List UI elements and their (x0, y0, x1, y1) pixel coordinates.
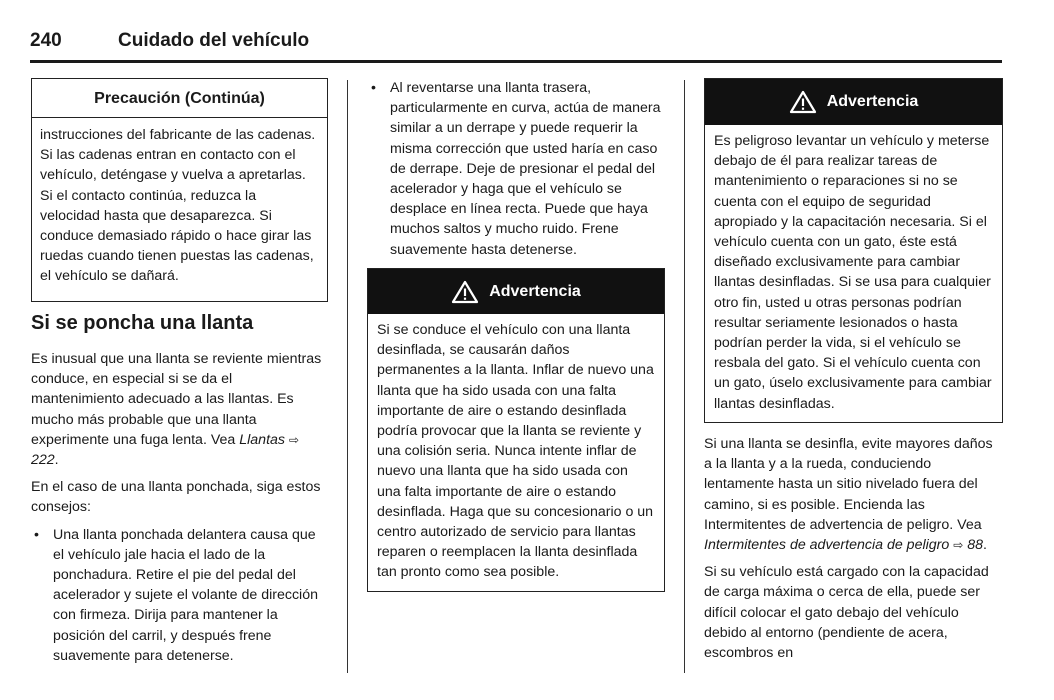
right-column-body (704, 434, 1002, 670)
page-header (30, 28, 1002, 64)
bullet-dot: • (34, 526, 39, 543)
bullet-text: Al reventarse una llanta trasera, particularmente en curva, actúa de manera similar a un derrape y puede requerir la misma corrección que usted haría en caso de derrape. Deje de presionar el pedal del acelerador y haga que el vehículo se desplace en línea recta. Puede que haya muchos saltos y mucho ruido. Frene suavemente hasta detenerse. (390, 80, 661, 258)
tires-link[interactable]: Llantas (239, 431, 285, 448)
caution-body: instrucciones del fabricante de las cadenas. Si las cadenas entran en contacto con el vehículo, deténgase y vuelva a apretarlas. Si el contacto continúa, reduzca la velocidad hasta que desaparezca. Si conduce demasiado rápido o hace girar las ruedas cuando tienen puestas las cadenas, el vehículo se dañará. (40, 127, 316, 285)
tips-intro: En el caso de una llanta ponchada, siga estos consejos: (31, 479, 321, 516)
bullet-text: Una llanta ponchada delantera causa que el vehículo jale hacia el lado de la ponchadura. Retire el pie del pedal del acelerador y sujete el volante de dirección con firmeza. Dirija para mantener la posición del carril, y después frene suavemente para detenerse. (53, 526, 318, 664)
tips-list-part1 (31, 525, 329, 666)
warning-title: Advertencia (826, 93, 919, 110)
hazard-lights-link[interactable]: Intermitentes de advertencia de peligro (704, 537, 950, 554)
list-item (368, 78, 666, 260)
flat-paragraph-text: Si una llanta se desinfla, evite mayores daños a la llanta y a la rueda, conduciendo lentamente hasta un sitio nivelado fuera del camino, si es posible. Encienda las Intermitentes de advertencia de peligro. Vea (704, 436, 993, 533)
column-divider-right (684, 80, 685, 673)
warning-triangle-icon (451, 280, 479, 304)
warning-body: Si se conduce el vehículo con una llanta desinflada, se causarán daños permanentes a la llanta. Inflar de nuevo una llanta que ha sido usada con una falta importante de aire o estando desinflada podría provocar que la llanta se reviente y una colisión seria. Nunca intente inflar de nuevo una llanta que ha sido usada con una falta importante de aire o estando desinflada. Haga que su concesionario o un centro autorizado de servicio para llantas reparen o reemplacen la llanta desinflada tan pronto como sea posible. (377, 322, 654, 581)
flat-paragraph-end: . (983, 537, 987, 554)
intro-end: . (54, 452, 59, 469)
warning-box-middle (367, 268, 665, 592)
intro-paragraph (31, 349, 329, 470)
left-column-body (31, 349, 329, 666)
tires-page-ref[interactable]: 222 (31, 452, 55, 469)
intro-text: Es inusual que una llanta se reviente mientras conduce, en especial si se da el mantenimiento adecuado a las llantas. Es mucho más probable que una llanta experimente una fuga lenta. Vea (31, 351, 322, 448)
load-paragraph: Si su vehículo está cargado con la capacidad de carga máxima o cerca de ella, puede ser difícil colocar el gato debajo del vehículo debido al entorno (pendiente de acera, escombros en (704, 564, 989, 662)
section-title: Cuidado del vehículo (118, 30, 310, 51)
warning-triangle-icon (789, 90, 817, 114)
warning-title: Advertencia (489, 282, 581, 300)
caution-title: Precaución (Continúa) (32, 79, 327, 118)
header-rule (30, 60, 1002, 63)
list-item (31, 525, 329, 666)
page-ref-arrow-icon: ⇨ (288, 432, 300, 447)
column-divider-left (347, 80, 348, 673)
tips-list-part2 (368, 78, 666, 260)
middle-column-body (368, 78, 666, 260)
warning-header (368, 269, 664, 314)
caution-box (31, 78, 328, 302)
flat-tire-heading: Si se poncha una llanta (31, 312, 254, 334)
flat-paragraph (704, 434, 1002, 555)
hazard-lights-page-ref[interactable]: 88 (967, 537, 984, 554)
bullet-dot: • (371, 80, 376, 96)
warning-body: Es peligroso levantar un vehículo y meterse debajo de él para realizar tareas de mantenimiento o reparaciones si no se cuenta con el equipo de seguridad apropiado y la capacitación necesaria. Si el vehículo cuenta con un gato, éste está diseñado exclusivamente para cambiar llantas desinfladas. Si se usa para cualquier otro fin, usted u otras personas podrían resultar seriamente lesionados o hasta podrían perder la vida, si el vehículo se resbala del gato. Si el vehículo cuenta con un gato, úselo exclusivamente para cambiar llantas desinfladas. (714, 133, 992, 412)
warning-box-right (704, 78, 1003, 423)
page-number: 240 (30, 30, 62, 51)
warning-header (705, 79, 1002, 125)
page-ref-arrow-icon: ⇨ (953, 538, 964, 553)
